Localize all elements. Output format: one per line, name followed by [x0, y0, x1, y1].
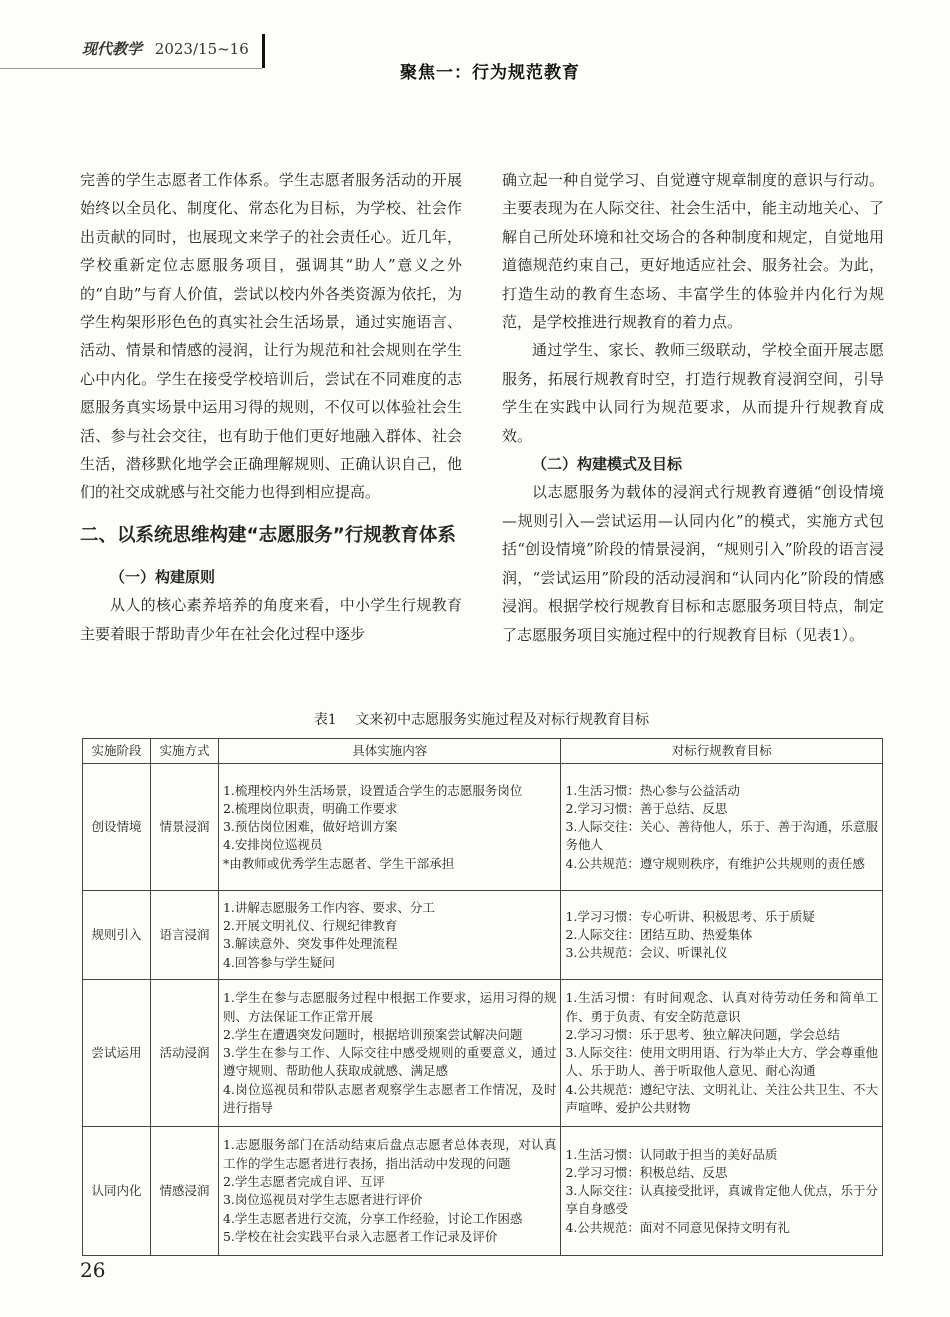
table-number: 表1 — [313, 712, 337, 728]
goal-item: 3.公共规范：会议、听课礼仪 — [565, 945, 728, 961]
content-item: 2.梳理岗位职责，明确工作要求 — [222, 800, 398, 816]
content-item: 5.学校在社会实践平台录入志愿者工作记录及评价 — [222, 1228, 498, 1244]
header-stage: 实施阶段 — [83, 739, 151, 764]
content-item: 4.安排岗位巡视员 — [222, 837, 323, 853]
content-item: 3.解读意外、突发事件处理流程 — [222, 936, 398, 952]
content-item: 1.学生在参与志愿服务过程中根据工作要求，运用习得的规则、方法保证工作正常开展 — [222, 990, 557, 1024]
goal-item: 4.公共规范：面对不同意见保持文明有礼 — [565, 1219, 790, 1235]
subheading-principles: （一）构建原则 — [110, 567, 216, 586]
content-item: *由教师或优秀学生志愿者、学生干部承担 — [222, 855, 455, 871]
goals-cell — [561, 891, 883, 980]
goal-item: 2.人际交往：团结互助、热爱集体 — [565, 927, 753, 943]
header-divider-bar — [262, 34, 265, 68]
goal-item: 3.人际交往：使用文明用语、行为举止大方、学会尊重他人、乐于助人、善于听取他人意见、耐心沟通 — [565, 1045, 878, 1079]
content-cell — [218, 891, 560, 980]
content-item: 3.岗位巡视员对学生志愿者进行评价 — [222, 1192, 423, 1208]
content-item: 3.预估岗位困难，做好培训方案 — [222, 819, 398, 835]
content-item: 1.志愿服务部门在活动结束后盘点志愿者总体表现，对认真工作的学生志愿者进行表扬，指出活动中发现的问题 — [222, 1137, 557, 1171]
content-item: 2.学生在遭遇突发问题时，根据培训预案尝试解决问题 — [222, 1026, 523, 1042]
table-caption — [80, 709, 883, 729]
method-cell: 语言浸润 — [150, 891, 218, 980]
stage-cell: 尝试运用 — [83, 980, 151, 1127]
right-paragraph-1: 确立起一种自觉学习、自觉遵守规章制度的意识与行动。主要表现为在人际交往、社会生活中，能主动地关心、了解自己所处环境和社交场合的各种制度和规定，自觉地用道德规范约束自己，更好地适应社会、服务社会。为此，打造生动的教育生态场、丰富学生的体验并内化行为规范，是学校推进行规教育的着力点。 — [502, 171, 884, 332]
goal-item: 2.学习习惯：乐于思考、独立解决问题，学会总结 — [565, 1026, 840, 1042]
method-cell: 活动浸润 — [150, 980, 218, 1127]
goal-item: 2.学习习惯：善于总结、反思 — [565, 800, 728, 816]
content-item: 1.梳理校内外生活场景，设置适合学生的志愿服务岗位 — [222, 782, 523, 798]
goal-item: 2.学习习惯：积极总结、反思 — [565, 1164, 728, 1180]
table-row — [83, 764, 883, 891]
stage-cell: 规则引入 — [83, 891, 151, 980]
stage-cell: 创设情境 — [83, 764, 151, 891]
method-cell: 情景浸润 — [150, 764, 218, 891]
method-cell: 情感浸润 — [150, 1127, 218, 1256]
goal-item: 1.生活习惯：热心参与公益活动 — [565, 782, 740, 798]
goals-cell — [561, 980, 883, 1127]
stage-cell: 认同内化 — [83, 1127, 151, 1256]
header-content: 具体实施内容 — [218, 739, 560, 764]
content-item: 4.回答参与学生疑问 — [222, 954, 335, 970]
goal-item: 1.学习习惯：专心听讲、积极思考、乐于质疑 — [565, 908, 815, 924]
section-title: 聚焦一：行为规范教育 — [400, 63, 580, 83]
goal-item: 3.人际交往：认真接受批评，真诚肯定他人优点，乐于分享自身感受 — [565, 1183, 878, 1217]
journal-header — [82, 38, 249, 59]
implementation-table — [82, 738, 883, 1256]
content-item: 4.学生志愿者进行交流，分享工作经验，讨论工作困惑 — [222, 1210, 523, 1226]
content-item: 3.学生在参与工作、人际交往中感受规则的重要意义，通过遵守规则、帮助他人获取成就感、满足感 — [222, 1045, 557, 1079]
right-paragraph-2: 通过学生、家长、教师三级联动，学校全面开展志愿服务，拓展行规教育时空，打造行规教育浸润空间，引导学生在实践中认同行为规范要求，从而提升行规教育成效。 — [502, 341, 884, 445]
table-title: 文来初中志愿服务实施过程及对标行规教育目标 — [355, 712, 650, 728]
table-row — [83, 980, 883, 1127]
goal-item: 3.人际交往：关心、善待他人，乐于、善于沟通，乐意服务他人 — [565, 819, 878, 853]
goals-cell — [561, 764, 883, 891]
goal-item: 1.生活习惯：认同敢于担当的美好品质 — [565, 1146, 778, 1162]
header-rule — [0, 68, 262, 69]
content-item: 1.讲解志愿服务工作内容、要求、分工 — [222, 899, 435, 915]
header-method: 实施方式 — [150, 739, 218, 764]
goal-item: 4.公共规范：遵守规则秩序，有维护公共规则的责任感 — [565, 855, 865, 871]
content-cell — [218, 1127, 560, 1256]
journal-name: 现代教学 — [82, 40, 143, 58]
content-cell — [218, 980, 560, 1127]
header-goals: 对标行规教育目标 — [561, 739, 883, 764]
table-row — [83, 1127, 883, 1256]
right-paragraph-3: 以志愿服务为载体的浸润式行规教育遵循“创设情境—规则引入—尝试运用—认同内化”的模式，实施方式包括“创设情境”阶段的情景浸润，“规则引入”阶段的语言浸润，“尝试运用”阶段的活动浸润和“认同内化”阶段的情感浸润。根据学校行规教育目标和志愿服务项目特点，制定了志愿服务项目实施过程中的行规教育目标（见表1）。 — [502, 483, 884, 644]
table-row — [83, 891, 883, 980]
left-paragraph-1: 完善的学生志愿者工作体系。学生志愿者服务活动的开展始终以全员化、制度化、常态化为目标，为学校、社会作出贡献的同时，也展现文来学子的社会责任心。近几年，学校重新定位志愿服务项目，强调其“助人”意义之外的“自助”与育人价值，尝试以校内外各类资源为依托，为学生构架形形色色的真实社会生活场景，通过实施语言、活动、情景和情感的浸润，让行为规范和社会规则在学生心中内化。学生在接受学校培训后，尝试在不同难度的志愿服务真实场景中运用习得的规则，不仅可以体验社会生活、参与社会交往，也有助于他们更好地融入群体、社会生活，潜移默化地学会正确理解规则、正确认识自己，他们的社交成就感与社交能力也得到相应提高。 — [80, 171, 462, 502]
goals-cell — [561, 1127, 883, 1256]
section-heading-2: 二、以系统思维构建“志愿服务”行规教育体系 — [80, 524, 456, 546]
goal-item: 4.公共规范：遵纪守法、文明礼让、关注公共卫生、不大声喧哗、爱护公共财物 — [565, 1081, 878, 1116]
left-paragraph-2: 从人的核心素养培养的角度来看，中小学生行规教育主要着眼于帮助青少年在社会化过程中逐步 — [80, 596, 462, 643]
goal-item: 1.生活习惯：有时间观念、认真对待劳动任务和简单工作、勇于负责、有安全防范意识 — [565, 990, 878, 1024]
content-item: 2.开展文明礼仪、行规纪律教育 — [222, 918, 398, 933]
page-number: 26 — [80, 1258, 106, 1282]
left-column — [80, 166, 462, 648]
subheading-model: （二）构建模式及目标 — [532, 455, 683, 474]
journal-issue: 2023/15~16 — [154, 40, 249, 58]
right-column — [502, 166, 884, 649]
table-header-row — [83, 739, 883, 764]
content-item: 2.学生志愿者完成自评、互评 — [222, 1174, 385, 1189]
content-cell — [218, 764, 560, 891]
content-item: 4.岗位巡视员和带队志愿者观察学生志愿者工作情况，及时进行指导 — [222, 1081, 557, 1116]
